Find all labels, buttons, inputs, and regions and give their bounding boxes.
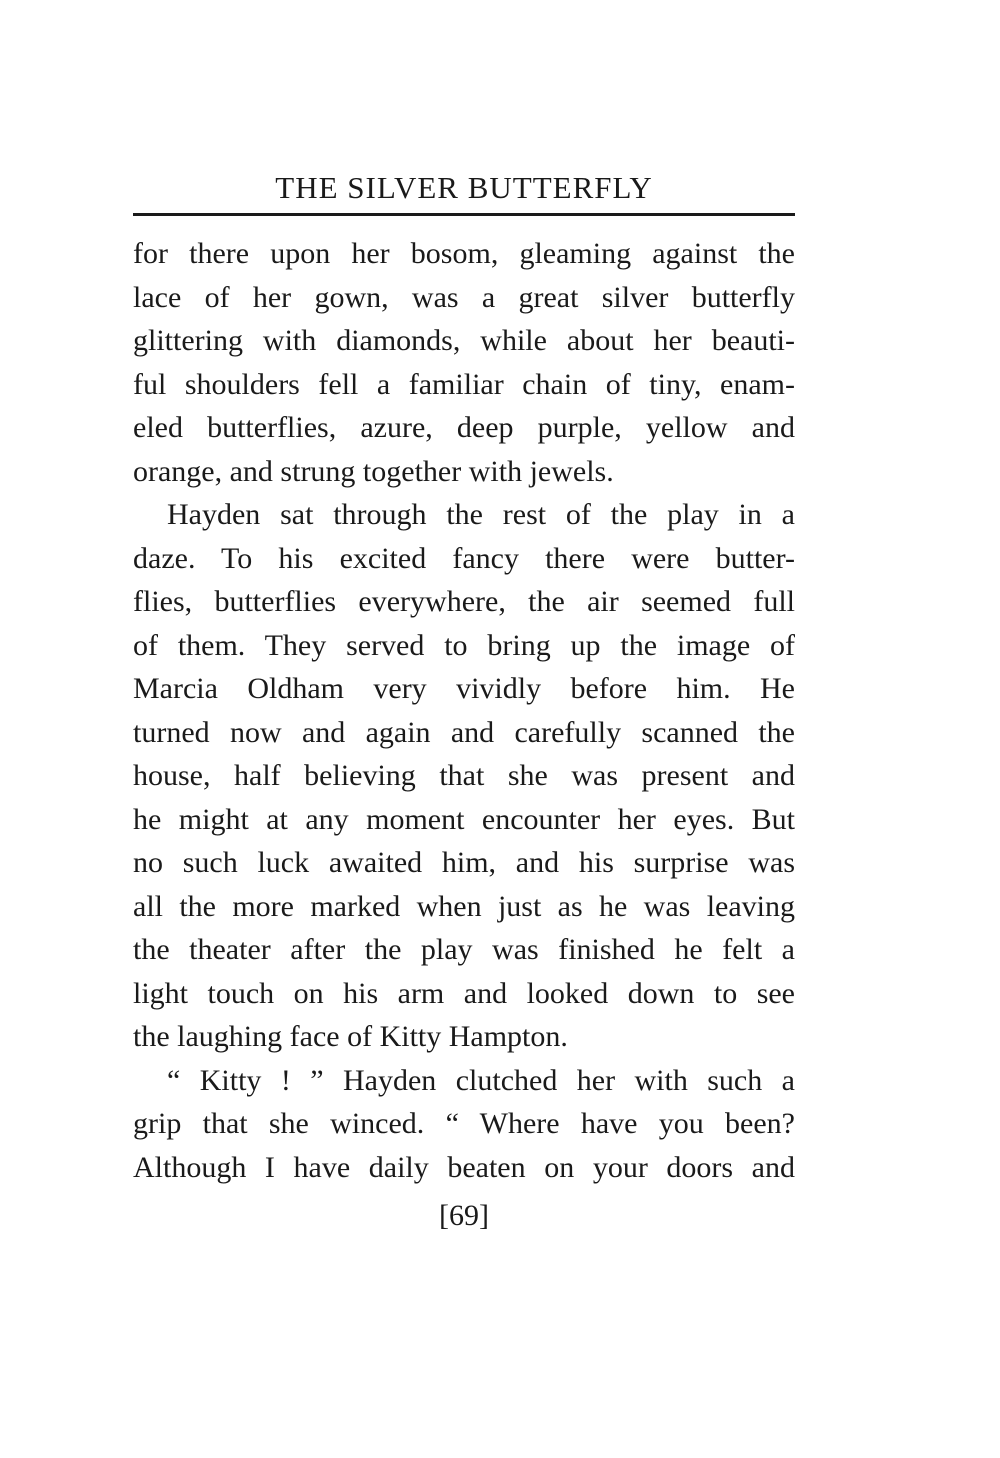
running-head: THE SILVER BUTTERFLY [275,170,653,205]
text-line: flies, butterflies everywhere, the air seemed full [133,585,795,618]
text-line: eled butterflies, azure, deep purple, yellow and [133,411,795,444]
text-line: turned now and again and carefully scanned the [133,715,795,749]
text-line: Marcia Oldham very vividly before him. He [133,672,795,705]
text-line: of them. They served to bring up the image of [133,628,795,662]
text-line: “ Kitty ! ” Hayden clutched her with such a [167,1063,795,1097]
text-line: orange, and strung together with jewels. [133,454,614,488]
text-line: house, half believing that she was present and [133,759,795,792]
text-line: ful shoulders fell a familiar chain of tiny, enam- [133,367,795,401]
text-line: lace of her gown, was a great silver butterfly [133,280,795,314]
text-line: grip that she winced. “ Where have you been? [133,1107,795,1140]
text-line: no such luck awaited him, and his surprise was [133,846,795,879]
text-line: all the more marked when just as he was leaving [133,889,795,923]
header-rule [133,213,795,216]
text-line: he might at any moment encounter her eyes. But [133,802,795,836]
text-line: daze. To his excited fancy there were butter- [133,541,795,575]
text-line: for there upon her bosom, gleaming against the [133,237,795,270]
text-line: glittering with diamonds, while about her beauti- [133,324,795,357]
text-line: the laughing face of Kitty Hampton. [133,1020,568,1053]
text-line: light touch on his arm and looked down to see [133,976,795,1010]
text-line: Hayden sat through the rest of the play in a [167,498,795,531]
text-line: the theater after the play was finished he felt a [133,933,795,966]
text-line: Although I have daily beaten on your doors and [133,1150,795,1184]
page-number: [69] [439,1199,489,1232]
body-text [133,232,795,1189]
